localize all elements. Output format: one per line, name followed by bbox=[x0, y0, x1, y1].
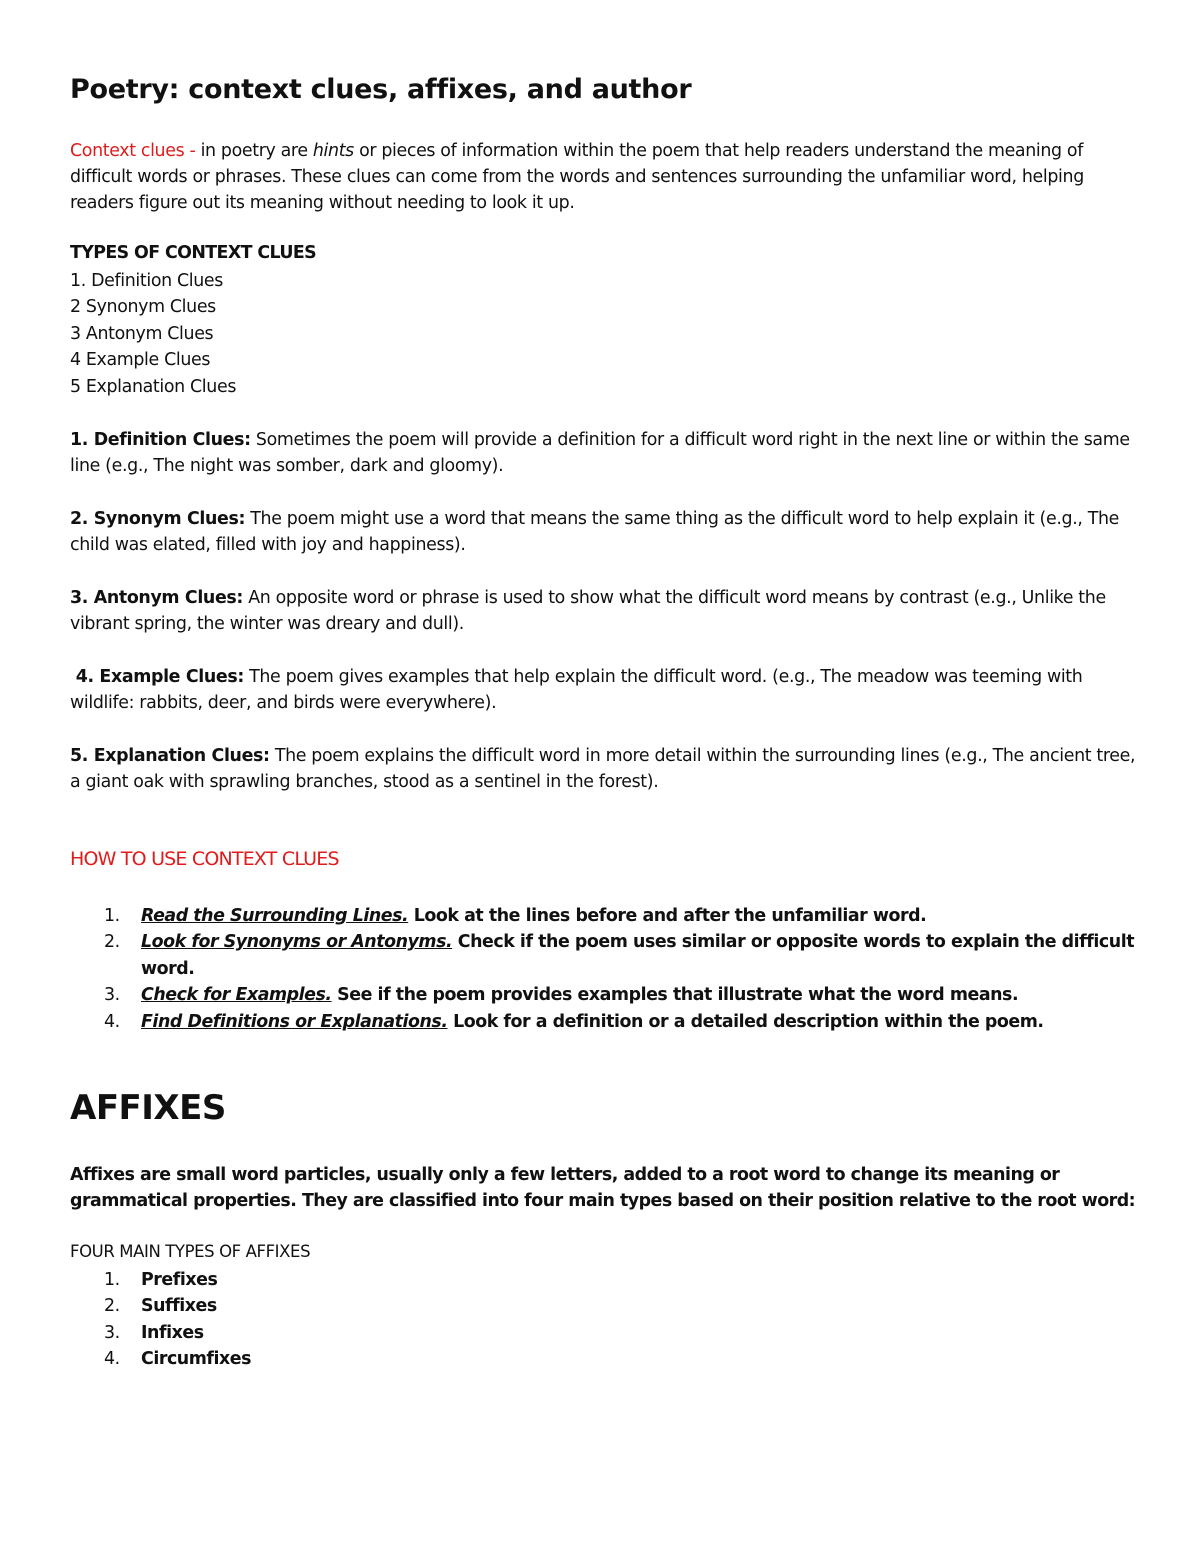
types-list-item: 5 Explanation Clues bbox=[70, 376, 237, 397]
intro-text-after: or pieces of information within the poem that help readers understand the meaning of difficult words or phrases. These clues can come from the words and sentences surrounding the unfamiliar word, helping readers figure out its meaning without needing to look it up. bbox=[70, 141, 1084, 213]
types-list bbox=[70, 268, 236, 400]
affix-type-item bbox=[70, 1320, 1138, 1346]
intro-dash: - bbox=[184, 141, 201, 161]
affix-type-number: 1. bbox=[104, 1270, 120, 1290]
how-to-steps-list bbox=[70, 903, 1138, 1035]
step-number: 2. bbox=[104, 932, 120, 953]
affix-type-name: Infixes bbox=[141, 1322, 204, 1343]
affix-type-name: Circumfixes bbox=[141, 1349, 252, 1370]
types-heading: TYPES OF CONTEXT CLUES bbox=[70, 243, 317, 263]
clue-detail-synonym bbox=[70, 506, 1138, 558]
affix-type-item bbox=[70, 1293, 1138, 1319]
step-link[interactable]: Read the Surrounding Lines. bbox=[141, 906, 409, 926]
affixes-heading: AFFIXES bbox=[70, 1088, 226, 1128]
step-text: Look for a definition or a detailed description within the poem. bbox=[447, 1011, 1044, 1032]
step-number: 4. bbox=[104, 1011, 120, 1032]
step-number: 1. bbox=[104, 906, 120, 926]
affix-type-number: 2. bbox=[104, 1296, 120, 1317]
clue-detail-definition bbox=[70, 427, 1138, 479]
how-to-step bbox=[70, 982, 1138, 1008]
clue-detail-text: Sometimes the poem will provide a definition for a difficult word right in the next line or within the same line (e.g., The night was somber, dark and gloomy). bbox=[70, 430, 1130, 476]
clue-detail-label: 3. Antonym Clues: bbox=[70, 588, 244, 608]
how-to-step bbox=[70, 929, 1138, 982]
clue-detail-label: 4. Example Clues: bbox=[70, 667, 244, 687]
four-types-label: FOUR MAIN TYPES OF AFFIXES bbox=[70, 1242, 311, 1261]
clue-detail-label: 2. Synonym Clues: bbox=[70, 509, 246, 529]
affix-type-item bbox=[70, 1346, 1138, 1372]
types-list-item: 4 Example Clues bbox=[70, 350, 211, 371]
step-link[interactable]: Look for Synonyms or Antonyms. bbox=[141, 932, 453, 953]
how-to-step bbox=[70, 1009, 1138, 1035]
clue-detail-example bbox=[70, 664, 1138, 716]
affix-type-name: Prefixes bbox=[141, 1270, 218, 1290]
how-to-heading: HOW TO USE CONTEXT CLUES bbox=[70, 848, 339, 870]
step-link[interactable]: Check for Examples. bbox=[141, 985, 332, 1006]
clue-detail-text: The poem explains the difficult word in more detail within the surrounding lines (e.g., The ancient tree, a giant oak with sprawling branches, stood as a sentinel in the forest). bbox=[70, 746, 1136, 792]
clue-detail-text: An opposite word or phrase is used to show what the difficult word means by contrast (e.g., Unlike the vibrant spring, the winter was dreary and dull). bbox=[70, 588, 1106, 634]
affix-type-item bbox=[70, 1267, 1138, 1293]
clue-detail-text: The poem gives examples that help explain the difficult word. (e.g., The meadow was teeming with wildlife: rabbits, deer, and birds were everywhere). bbox=[70, 667, 1083, 713]
affix-types-list bbox=[70, 1267, 1138, 1373]
clue-detail-label: 5. Explanation Clues: bbox=[70, 746, 270, 766]
affixes-intro: Affixes are small word particles, usually only a few letters, added to a root word to change its meaning or grammatical properties. They are classified into four main types based on their position relative to the root word: bbox=[70, 1165, 1136, 1211]
clue-detail-explanation bbox=[70, 743, 1138, 795]
intro-hint-word: hints bbox=[312, 141, 354, 161]
intro-term: Context clues bbox=[70, 141, 185, 161]
step-number: 3. bbox=[104, 985, 120, 1006]
intro-text-before: in poetry are bbox=[200, 141, 313, 161]
types-list-item: 1. Definition Clues bbox=[70, 271, 223, 291]
page-title: Poetry: context clues, affixes, and author bbox=[70, 74, 692, 105]
step-text: Look at the lines before and after the unfamiliar word. bbox=[408, 906, 927, 926]
intro-paragraph bbox=[70, 138, 1138, 216]
clue-detail-label: 1. Definition Clues: bbox=[70, 430, 251, 450]
step-text: Check if the poem uses similar or opposite words to explain the difficult word. bbox=[141, 932, 1135, 979]
affix-type-number: 4. bbox=[104, 1349, 120, 1370]
clue-detail-text: The poem might use a word that means the same thing as the difficult word to help explain it (e.g., The child was elated, filled with joy and happiness). bbox=[70, 509, 1120, 555]
clue-detail-antonym bbox=[70, 585, 1138, 637]
types-list-item: 2 Synonym Clues bbox=[70, 297, 216, 318]
step-link[interactable]: Find Definitions or Explanations. bbox=[141, 1011, 448, 1032]
types-list-item: 3 Antonym Clues bbox=[70, 323, 214, 344]
affix-type-number: 3. bbox=[104, 1322, 120, 1343]
how-to-step bbox=[70, 903, 1138, 929]
step-text: See if the poem provides examples that illustrate what the word means. bbox=[331, 985, 1019, 1006]
affix-type-name: Suffixes bbox=[141, 1296, 217, 1317]
